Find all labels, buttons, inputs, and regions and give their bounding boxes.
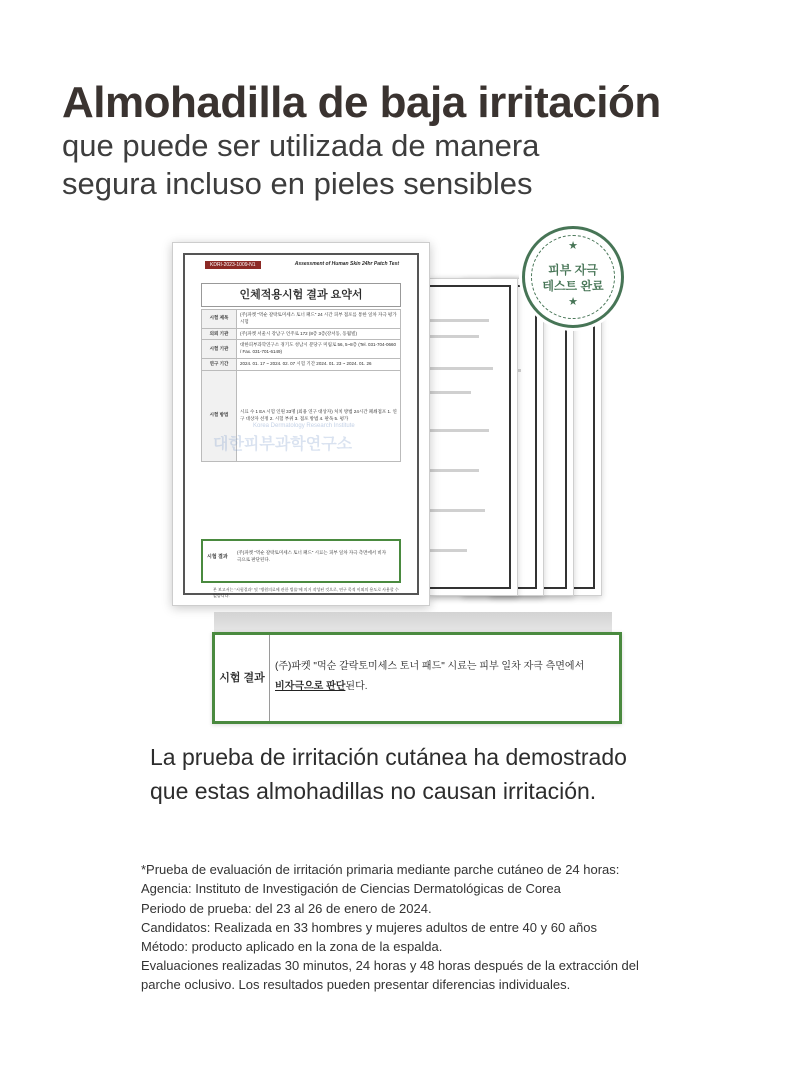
- institute-watermark: 대한피부과학연구소: [213, 436, 353, 453]
- institute-watermark-en: Korea Dermatology Research Institute: [253, 423, 355, 429]
- report-front-page: [172, 242, 430, 606]
- stamp-line-2: 테스트 완료: [542, 279, 604, 293]
- star-icon: ★: [568, 240, 578, 252]
- footnote-line: Agencia: Instituto de Investigación de Ciencias Dermatológicas de Corea: [141, 881, 561, 896]
- table-row: 시험 방법 시료 수 1 EA 시험 인원 33명 (외용 연구 대상자) 처치 방법 24시간 폐쇄첩포 1. 연구 대상자 선정 2. 시험 부위 3. 첩포 방법 4. 판독 5. 평가: [202, 370, 401, 461]
- footnote-line: Método: producto aplicado en la zona de la espalda.: [141, 939, 443, 954]
- footnote-line: Evaluaciones realizadas 30 minutos, 24 horas y 48 horas después de la extracción del: [141, 958, 639, 973]
- footnote-line: Periodo de prueba: del 23 al 26 de enero de 2024.: [141, 901, 432, 916]
- report-title: 인체적용시험 결과 요약서: [201, 283, 401, 307]
- skin-test-completed-stamp: [522, 226, 624, 328]
- stamp-line-1: 피부 자극: [548, 263, 598, 277]
- result-text: (주)파켓 "먹순 갈락토미세스 토너 패드" 시료는 피부 일차 자극 측면에서 비자극으로 판단된다.: [237, 550, 387, 563]
- table-row: 연구 기간 2024. 01. 17 ~ 2024. 02. 07 시험 기간 2024. 01. 23 ~ 2024. 01. 26: [202, 358, 401, 370]
- zoom-result-text: (주)파켓 "먹순 갈락토미세스 토너 패드" 시료는 피부 일차 자극 측면에서 비자극으로 판단된다.: [275, 661, 585, 692]
- result-zoom-callout: [212, 632, 622, 724]
- headline: Almohadilla de baja irritación: [62, 78, 661, 127]
- star-icon: ★: [568, 296, 578, 308]
- footnote-line: parche oclusivo. Los resultados pueden presentar diferencias individuales.: [141, 977, 571, 992]
- result-label: 시험 결과: [207, 554, 228, 560]
- table-row: 의뢰 기관 (주)파켓 서울시 강남구 언주로 172 (8층 3층(강서동, 동월빌): [202, 328, 401, 340]
- table-row: 시험 제목 (주)파켓 "먹순 갈락토미세스 토너 패드" 24 시간 피부 첩포를 통한 일차 자극 평가 시험: [202, 310, 401, 329]
- zoom-result-label: 시험 결과: [215, 635, 270, 721]
- footnote-line: Candidatos: Realizada en 33 hombres y mujeres adultos de entre 40 y 60 años: [141, 920, 598, 935]
- zoom-connector: [214, 612, 612, 634]
- report-code: KDRI-2023-1009-N1: [205, 261, 261, 269]
- non-irritant-highlight: 비자극으로 판단: [275, 681, 346, 692]
- subheadline-line-1: que puede ser utilizada de manera: [62, 128, 540, 163]
- report-assessment-title: Assessment of Human Skin 24hr Patch Test: [294, 261, 399, 267]
- subheadline-line-2: segura incluso en pieles sensibles: [62, 166, 533, 201]
- claim-line-1: La prueba de irritación cutánea ha demostrado: [150, 744, 627, 770]
- footnote-line: *Prueba de evaluación de irritación primaria mediante parche cutáneo de 24 horas:: [141, 862, 620, 877]
- report-result-box: [201, 539, 401, 583]
- report-footer: 본 보고서는 "시험결과" 및 "병원의료에 관한 법률"에 의거 작성된 것으로, 연구 목적 이외의 용도로 사용할 수 없습니다.: [213, 587, 399, 598]
- claim-line-2: que estas almohadillas no causan irritación.: [150, 778, 597, 804]
- table-row: 시험 기관 대한피부과학연구소 경기도 성남시 분당구 미림로 56, 5~8층 (Tel. 031-704-0660 / Fax. 031-701-6149): [202, 340, 401, 359]
